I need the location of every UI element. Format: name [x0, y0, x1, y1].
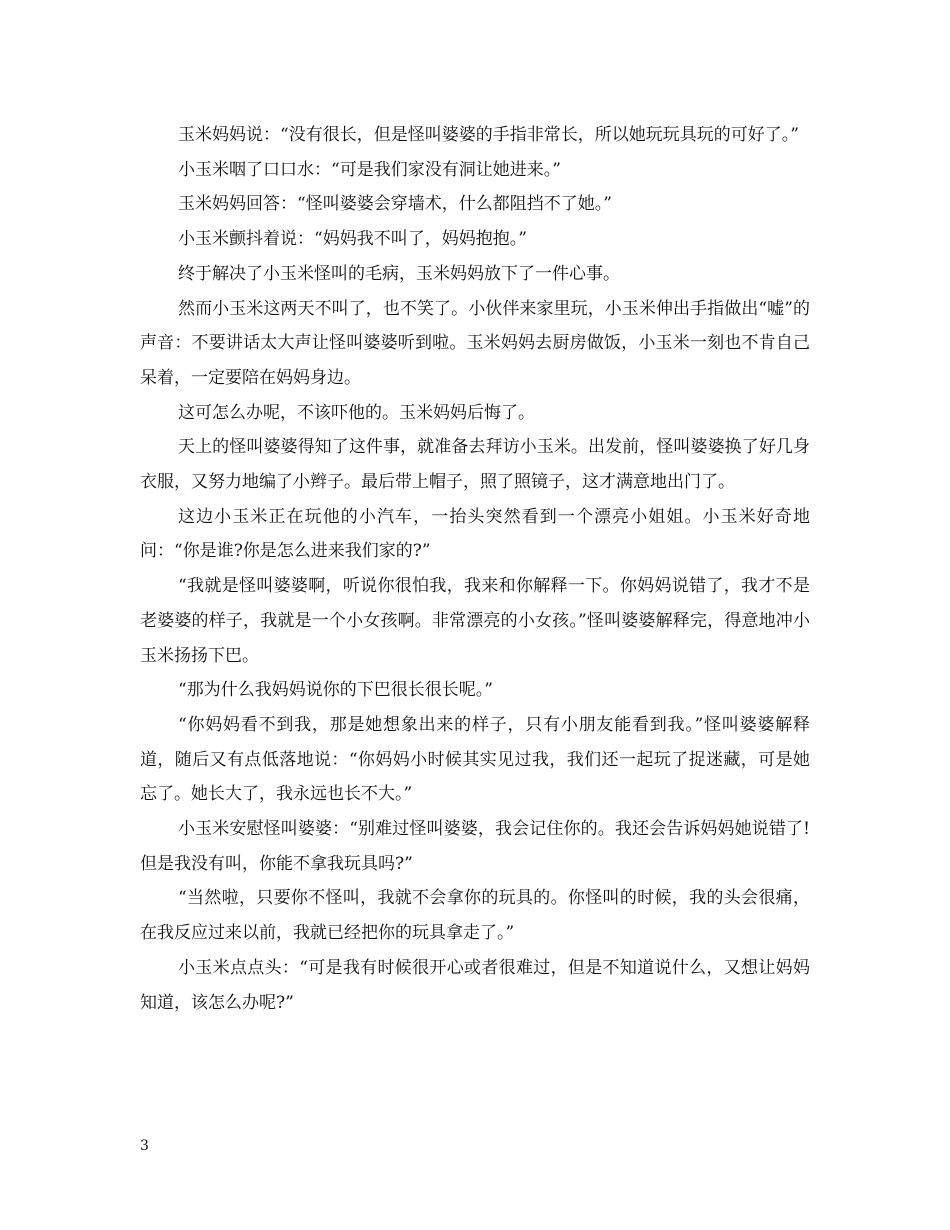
story-text: [140, 118, 810, 1020]
paragraph-9: 这边小玉米正在玩他的小汽车，一抬头突然看到一个漂亮小姐姐。小玉米好奇地问：“你是谁?你是怎么进来我们家的?”: [140, 506, 810, 562]
paragraph-1: 玉米妈妈说：“没有很长，但是怪叫婆婆的手指非常长，所以她玩玩具玩的可好了。”: [178, 125, 799, 145]
paragraph-2: 小玉米咽了口口水：“可是我们家没有洞让她进来。”: [178, 159, 561, 180]
paragraph-8: 天上的怪叫婆婆得知了这件事，就准备去拜访小玉米。出发前，怪叫婆婆换了好几身衣服，又努力地编了小辫子。最后带上帽子，照了照镜子，这才满意地出门了。: [140, 437, 810, 493]
paragraph-5: 终于解决了小玉米怪叫的毛病，玉米妈妈放下了一件心事。: [178, 263, 620, 284]
paragraph-12: “你妈妈看不到我，那是她想象出来的样子，只有小朋友能看到我。”怪叫婆婆解释道，随后又有点低落地说：“你妈妈小时候其实见过我，我们还一起玩了捉迷藏，可是她忘了。她长大了，我永远也长不大。”: [140, 714, 810, 805]
paragraph-11: “那为什么我妈妈说你的下巴很长很长呢。”: [178, 680, 493, 701]
paragraph-13: 小玉米安慰怪叫婆婆：“别难过怪叫婆婆，我会记住你的。我还会告诉妈妈她说错了!但是我没有叫，你能不拿我玩具吗?”: [140, 819, 810, 874]
paragraph-6: 然而小玉米这两天不叫了，也不笑了。小伙伴来家里玩，小玉米伸出手指做出“嘘”的声音：不要讲话太大声让怪叫婆婆听到啦。玉米妈妈去厨房做饭，小玉米一刻也不肯自己呆着，一定要陪在妈妈身边。: [140, 298, 810, 388]
paragraph-15: 小玉米点点头：“可是我有时候很开心或者很难过，但是不知道说什么，又想让妈妈知道，该怎么办呢?”: [140, 957, 810, 1013]
paragraph-4: 小玉米颤抖着说：“妈妈我不叫了，妈妈抱抱。”: [178, 229, 527, 250]
paragraph-10: “我就是怪叫婆婆啊，听说你很怕我，我来和你解释一下。你妈妈说错了，我才不是老婆婆的样子，我就是一个小女孩啊。非常漂亮的小女孩。”怪叫婆婆解释完，得意地冲小玉米扬扬下巴。: [140, 576, 810, 666]
page-number: 3: [140, 1138, 149, 1154]
paragraph-14: “当然啦，只要你不怪叫，我就不会拿你的玩具的。你怪叫的时候，我的头会很痛，在我反应过来以前，我就已经把你的玩具拿走了。”: [140, 888, 810, 944]
paragraph-7: 这可怎么办呢，不该吓他的。玉米妈妈后悔了。: [178, 402, 535, 423]
paragraph-3: 玉米妈妈回答：“怪叫婆婆会穿墙术，什么都阻挡不了她。”: [178, 194, 612, 215]
